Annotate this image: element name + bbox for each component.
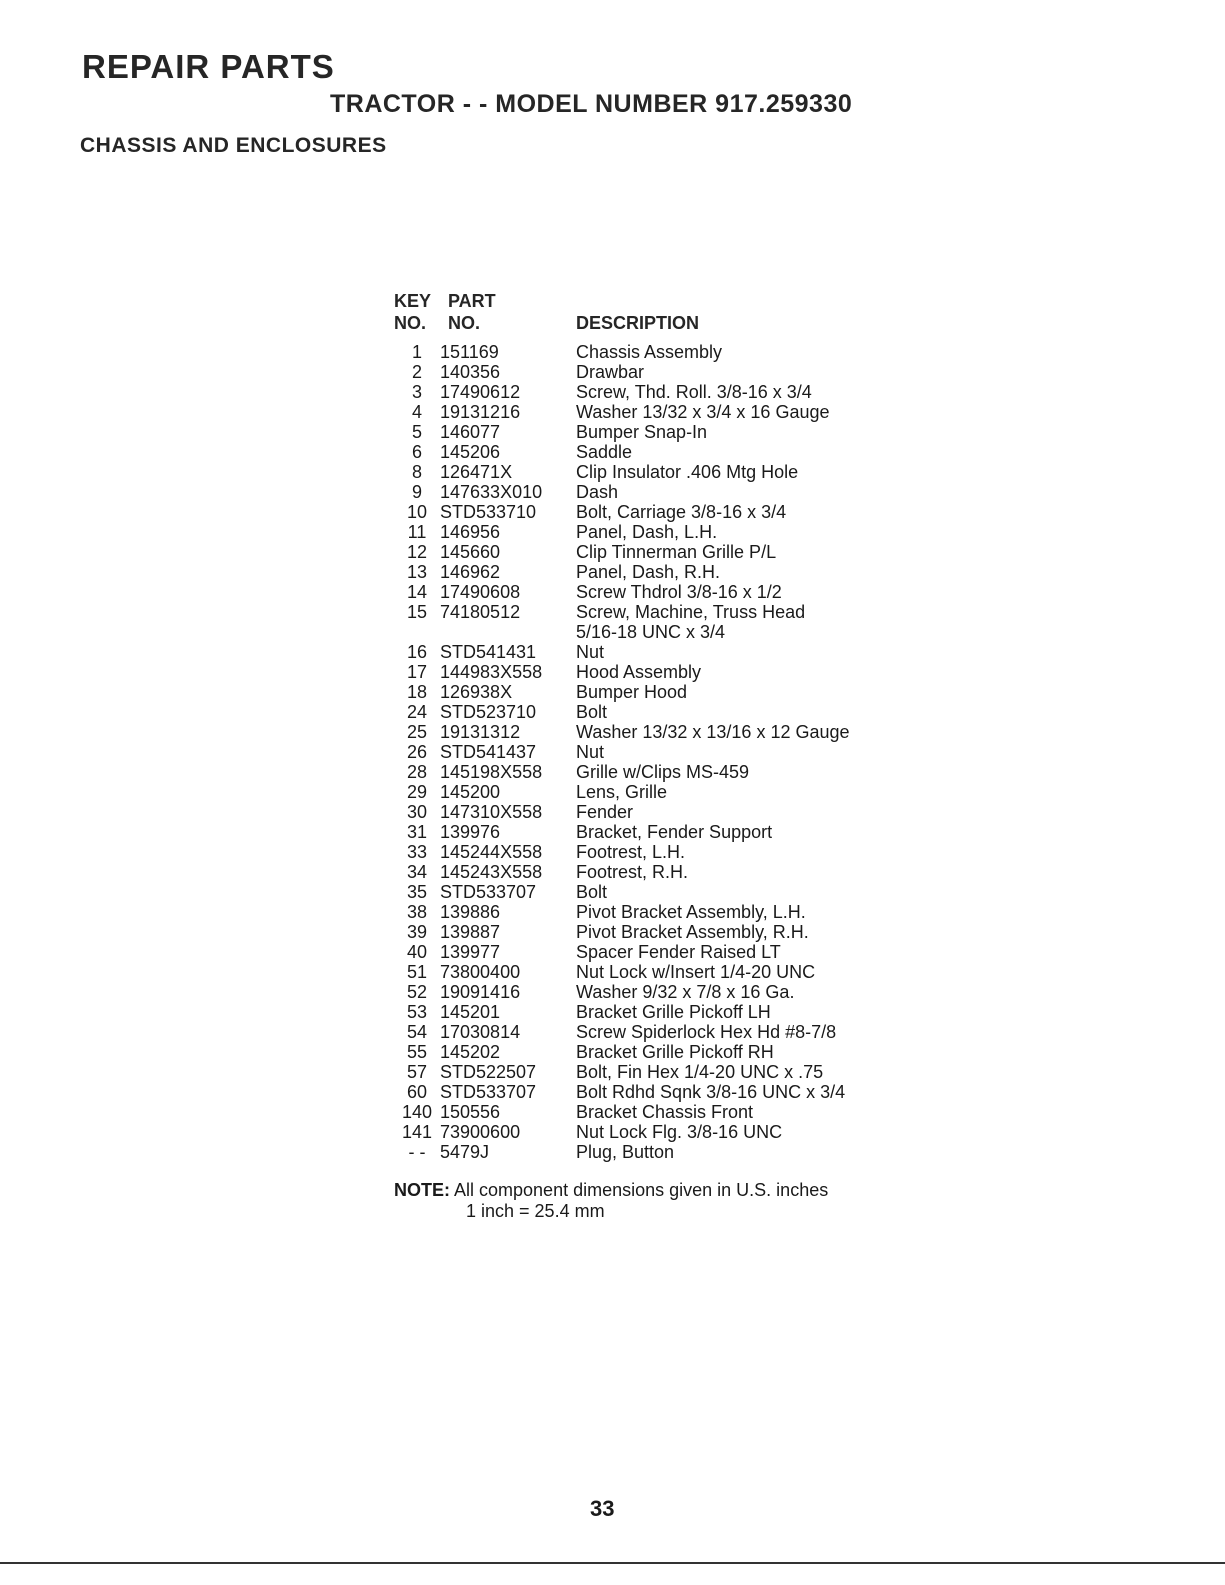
- part-no-cell: 17030814: [440, 1022, 521, 1042]
- key-no-cell: 12: [406, 542, 428, 562]
- description-cell: Nut Lock w/Insert 1/4-20 UNC: [576, 962, 816, 982]
- section-title: CHASSIS AND ENCLOSURES: [80, 134, 387, 157]
- table-row: [394, 642, 904, 662]
- description-cell: 5/16-18 UNC x 3/4: [576, 622, 726, 642]
- note-line-1: All component dimensions given in U.S. inches: [454, 1180, 829, 1200]
- part-no-cell: 145198X558: [440, 762, 543, 782]
- table-row: [394, 442, 904, 462]
- description-cell: Clip Tinnerman Grille P/L: [576, 542, 777, 562]
- key-no-cell: 8: [411, 462, 422, 482]
- description-cell: Bracket Chassis Front: [576, 1102, 754, 1122]
- description-cell: Fender: [576, 802, 634, 822]
- description-cell: Screw Spiderlock Hex Hd #8-7/8: [576, 1022, 837, 1042]
- table-row: [394, 522, 904, 542]
- part-no-cell: 73900600: [440, 1122, 521, 1142]
- description-cell: Bracket Grille Pickoff RH: [576, 1042, 774, 1062]
- table-row: [394, 1042, 904, 1062]
- table-row: [394, 682, 904, 702]
- key-no-cell: 53: [406, 1002, 428, 1022]
- part-no-cell: 150556: [440, 1102, 501, 1122]
- description-cell: Nut Lock Flg. 3/8-16 UNC: [576, 1122, 783, 1142]
- table-row: [394, 662, 904, 682]
- part-no-cell: 147310X558: [440, 802, 543, 822]
- description-cell: Bolt, Carriage 3/8-16 x 3/4: [576, 502, 787, 522]
- table-row: [394, 962, 904, 982]
- model-subtitle: TRACTOR - - MODEL NUMBER 917.259330: [330, 90, 853, 118]
- part-no-header: [440, 290, 576, 342]
- key-no-cell: 4: [411, 402, 422, 422]
- table-row: [394, 982, 904, 1002]
- key-no-cell: 30: [406, 802, 428, 822]
- description-cell: Bracket Grille Pickoff LH: [576, 1002, 771, 1022]
- key-no-cell: 15: [406, 602, 428, 622]
- description-cell: Hood Assembly: [576, 662, 702, 682]
- table-row: [394, 1122, 904, 1142]
- description-cell: Nut: [576, 742, 605, 762]
- description-cell: Bracket, Fender Support: [576, 822, 773, 842]
- table-row: [394, 1082, 904, 1102]
- part-no-cell: STD533710: [440, 502, 537, 522]
- key-no-cell: 9: [411, 482, 422, 502]
- key-no-cell: 29: [406, 782, 428, 802]
- note: [394, 1180, 828, 1222]
- key-no-header: [394, 290, 440, 342]
- key-no-cell: 16: [406, 642, 428, 662]
- description-cell: Screw, Thd. Roll. 3/8-16 x 3/4: [576, 382, 812, 402]
- part-no-cell: 145200: [440, 782, 501, 802]
- key-no-cell: 24: [406, 702, 428, 722]
- table-row: [394, 742, 904, 762]
- description-cell: Screw Thdrol 3/8-16 x 1/2: [576, 582, 782, 602]
- table-row: [394, 842, 904, 862]
- table-row: [394, 402, 904, 422]
- table-row: [394, 802, 904, 822]
- description-cell: Washer 9/32 x 7/8 x 16 Ga.: [576, 982, 795, 1002]
- key-no-cell: 33: [406, 842, 428, 862]
- table-row: [394, 482, 904, 502]
- table-row: [394, 1142, 904, 1162]
- key-no-cell: 3: [411, 382, 422, 402]
- table-row: [394, 422, 904, 442]
- key-no-cell: 5: [411, 422, 422, 442]
- table-row: [394, 542, 904, 562]
- part-no-cell: [440, 622, 576, 642]
- key-no-cell: 28: [406, 762, 428, 782]
- table-row: [394, 622, 904, 642]
- part-no-cell: 145244X558: [440, 842, 543, 862]
- description-cell: Bumper Snap-In: [576, 422, 708, 442]
- part-no-cell: 139886: [440, 902, 501, 922]
- description-cell: Pivot Bracket Assembly, R.H.: [576, 922, 809, 942]
- part-no-cell: 139887: [440, 922, 501, 942]
- table-row: [394, 942, 904, 962]
- key-header-bottom: NO.: [394, 313, 427, 333]
- page-title: REPAIR PARTS: [82, 48, 335, 85]
- key-no-cell: [394, 622, 440, 642]
- table-row: [394, 582, 904, 602]
- description-cell: Bolt: [576, 882, 608, 902]
- key-header-top: KEY: [394, 291, 432, 311]
- part-no-cell: 73800400: [440, 962, 521, 982]
- table-row: [394, 902, 904, 922]
- table-row: [394, 862, 904, 882]
- part-no-cell: 147633X010: [440, 482, 543, 502]
- part-no-cell: 145206: [440, 442, 501, 462]
- description-cell: Panel, Dash, R.H.: [576, 562, 721, 582]
- part-no-cell: 19091416: [440, 982, 521, 1002]
- parts-table-header: [394, 290, 904, 342]
- key-no-cell: 18: [406, 682, 428, 702]
- table-row: [394, 502, 904, 522]
- part-no-cell: STD533707: [440, 882, 537, 902]
- key-no-cell: 57: [406, 1062, 428, 1082]
- key-no-cell: 14: [406, 582, 428, 602]
- key-no-cell: 39: [406, 922, 428, 942]
- key-no-cell: 10: [406, 502, 428, 522]
- table-row: [394, 382, 904, 402]
- part-header-top: PART: [448, 291, 496, 311]
- key-no-cell: 11: [407, 522, 427, 542]
- description-cell: Nut: [576, 642, 605, 662]
- key-no-cell: 141: [401, 1122, 433, 1142]
- table-row: [394, 362, 904, 382]
- part-no-cell: 145243X558: [440, 862, 543, 882]
- description-cell: Spacer Fender Raised LT: [576, 942, 781, 962]
- table-row: [394, 342, 904, 362]
- part-no-cell: STD541431: [440, 642, 537, 662]
- part-no-cell: 5479J: [440, 1142, 490, 1162]
- part-no-cell: STD522507: [440, 1062, 537, 1082]
- key-no-cell: 52: [406, 982, 428, 1002]
- note-label: NOTE:: [394, 1180, 450, 1200]
- key-no-cell: 35: [406, 882, 428, 902]
- description-cell: Bolt: [576, 702, 608, 722]
- description-cell: Bolt Rdhd Sqnk 3/8-16 UNC x 3/4: [576, 1082, 846, 1102]
- part-no-cell: 151169: [440, 342, 499, 362]
- part-no-cell: 17490612: [440, 382, 521, 402]
- part-no-cell: 19131312: [440, 722, 521, 742]
- part-no-cell: 145201: [440, 1002, 501, 1022]
- description-cell: Bolt, Fin Hex 1/4-20 UNC x .75: [576, 1062, 824, 1082]
- key-no-cell: 34: [406, 862, 428, 882]
- description-cell: Footrest, R.H.: [576, 862, 689, 882]
- description-cell: Grille w/Clips MS-459: [576, 762, 750, 782]
- description-cell: Washer 13/32 x 3/4 x 16 Gauge: [576, 402, 830, 422]
- key-no-cell: 140: [401, 1102, 433, 1122]
- table-row: [394, 722, 904, 742]
- description-cell: Pivot Bracket Assembly, L.H.: [576, 902, 806, 922]
- table-row: [394, 562, 904, 582]
- part-no-cell: 74180512: [440, 602, 521, 622]
- description-cell: Saddle: [576, 442, 633, 462]
- part-no-cell: 140356: [440, 362, 501, 382]
- part-no-cell: 146077: [440, 422, 501, 442]
- part-no-cell: 145660: [440, 542, 501, 562]
- table-row: [394, 822, 904, 842]
- description-cell: Footrest, L.H.: [576, 842, 686, 862]
- description-cell: Screw, Machine, Truss Head: [576, 602, 806, 622]
- part-no-cell: 126938X: [440, 682, 513, 702]
- parts-table-body: [394, 342, 904, 1162]
- part-no-cell: 17490608: [440, 582, 521, 602]
- table-row: [394, 702, 904, 722]
- key-no-cell: 31: [406, 822, 428, 842]
- description-cell: Chassis Assembly: [576, 342, 723, 362]
- key-no-cell: - -: [408, 1142, 426, 1162]
- part-no-cell: 145202: [440, 1042, 501, 1062]
- part-no-cell: 139977: [440, 942, 501, 962]
- table-row: [394, 462, 904, 482]
- table-row: [394, 922, 904, 942]
- key-no-cell: 55: [406, 1042, 428, 1062]
- key-no-cell: 54: [406, 1022, 428, 1042]
- table-row: [394, 602, 904, 622]
- description-cell: Plug, Button: [576, 1142, 675, 1162]
- page-number: 33: [590, 1496, 615, 1521]
- description-cell: Washer 13/32 x 13/16 x 12 Gauge: [576, 722, 850, 742]
- description-cell: Bumper Hood: [576, 682, 688, 702]
- key-no-cell: 17: [406, 662, 428, 682]
- table-row: [394, 782, 904, 802]
- description-header: DESCRIPTION: [576, 313, 700, 333]
- table-row: [394, 882, 904, 902]
- key-no-cell: 25: [406, 722, 428, 742]
- bottom-rule: [0, 1562, 1225, 1564]
- key-no-cell: 60: [406, 1082, 428, 1102]
- part-header-bottom: NO.: [448, 313, 481, 333]
- part-no-cell: 19131216: [440, 402, 521, 422]
- parts-table: [394, 290, 904, 1162]
- key-no-cell: 2: [411, 362, 422, 382]
- key-no-cell: 26: [406, 742, 428, 762]
- part-no-cell: 144983X558: [440, 662, 543, 682]
- description-cell: Clip Insulator .406 Mtg Hole: [576, 462, 799, 482]
- description-cell: Lens, Grille: [576, 782, 668, 802]
- note-line-2: 1 inch = 25.4 mm: [466, 1201, 605, 1221]
- part-no-cell: 126471X: [440, 462, 513, 482]
- description-cell: Drawbar: [576, 362, 645, 382]
- key-no-cell: 6: [411, 442, 422, 462]
- part-no-cell: STD533707: [440, 1082, 537, 1102]
- part-no-cell: 146956: [440, 522, 501, 542]
- part-no-cell: 146962: [440, 562, 501, 582]
- part-no-cell: STD541437: [440, 742, 537, 762]
- part-no-cell: STD523710: [440, 702, 537, 722]
- table-row: [394, 1022, 904, 1042]
- key-no-cell: 40: [406, 942, 428, 962]
- key-no-cell: 13: [406, 562, 428, 582]
- key-no-cell: 51: [406, 962, 428, 982]
- part-no-cell: 139976: [440, 822, 501, 842]
- table-row: [394, 1062, 904, 1082]
- table-row: [394, 1002, 904, 1022]
- table-row: [394, 762, 904, 782]
- description-cell: Dash: [576, 482, 619, 502]
- key-no-cell: 1: [411, 342, 422, 362]
- table-row: [394, 1102, 904, 1122]
- key-no-cell: 38: [406, 902, 428, 922]
- description-cell: Panel, Dash, L.H.: [576, 522, 718, 542]
